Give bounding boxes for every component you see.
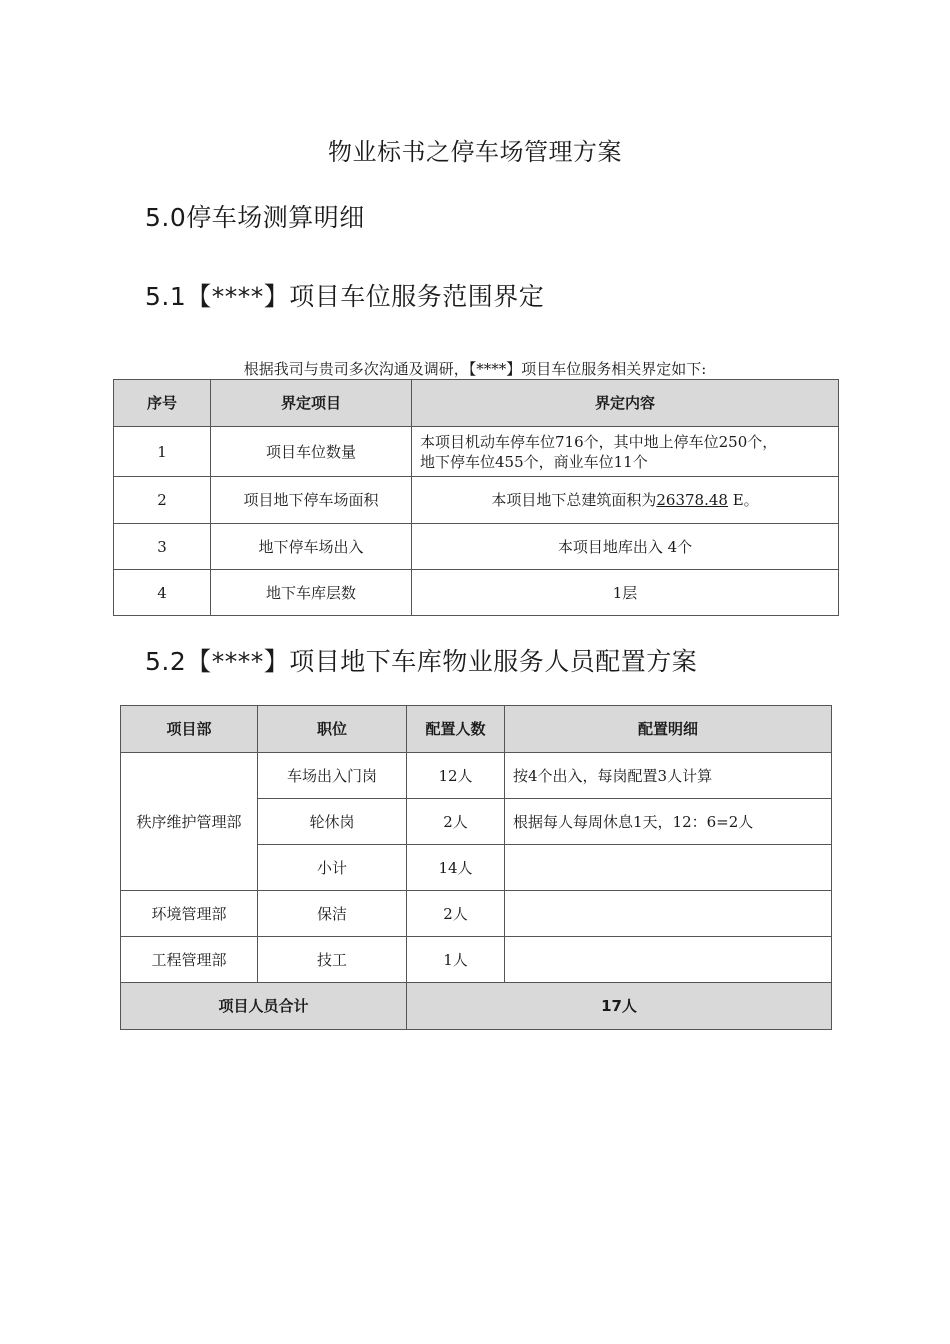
dept-cell: 工程管理部 xyxy=(121,937,258,983)
detail-cell: 根据每人每周休息1天，12：6=2人 xyxy=(505,799,832,845)
row-item: 项目车位数量 xyxy=(211,427,412,477)
total-label: 项目人员合计 xyxy=(121,983,407,1030)
count-cell: 1人 xyxy=(407,937,505,983)
header-detail: 配置明细 xyxy=(505,706,832,753)
total-value: 17人 xyxy=(407,983,832,1030)
row-no: 2 xyxy=(114,477,211,524)
table-row xyxy=(114,570,839,616)
dept-cell: 环境管理部 xyxy=(121,891,258,937)
position-cell: 保洁 xyxy=(258,891,407,937)
header-no: 序号 xyxy=(114,380,211,427)
header-item: 界定项目 xyxy=(211,380,412,427)
row-no: 1 xyxy=(114,427,211,477)
row-content xyxy=(412,427,839,477)
detail-cell xyxy=(505,891,832,937)
table-row xyxy=(114,524,839,570)
row-content-area: 26378.48 xyxy=(656,491,728,509)
row-item: 地下停车场出入 xyxy=(211,524,412,570)
row-content: 1层 xyxy=(412,570,839,616)
count-cell: 2人 xyxy=(407,799,505,845)
position-cell: 小计 xyxy=(258,845,407,891)
row-no: 4 xyxy=(114,570,211,616)
table-row xyxy=(121,937,832,983)
detail-cell xyxy=(505,845,832,891)
total-row xyxy=(121,983,832,1030)
row-content-post: E。 xyxy=(727,491,759,509)
row-content-pre: 本项目地下总建筑面积为 xyxy=(491,491,657,509)
table-row xyxy=(121,891,832,937)
section-heading-5-1: 5.1【****】项目车位服务范围界定 xyxy=(145,282,545,311)
detail-cell xyxy=(505,937,832,983)
row-content-line2: 地下停车位455个，商业车位11个 xyxy=(420,452,648,471)
table-row xyxy=(114,427,839,477)
table-row xyxy=(114,477,839,524)
detail-cell: 按4个出入，每岗配置3人计算 xyxy=(505,753,832,799)
table-row xyxy=(121,753,832,799)
header-dept: 项目部 xyxy=(121,706,258,753)
section-heading-5-2: 5.2【****】项目地下车库物业服务人员配置方案 xyxy=(145,647,698,676)
row-content: 本项目地库出入 4个 xyxy=(412,524,839,570)
position-cell: 轮休岗 xyxy=(258,799,407,845)
count-cell: 12人 xyxy=(407,753,505,799)
row-no: 3 xyxy=(114,524,211,570)
header-count: 配置人数 xyxy=(407,706,505,753)
header-content: 界定内容 xyxy=(412,380,839,427)
dept-cell: 秩序维护管理部 xyxy=(121,753,258,891)
header-position: 职位 xyxy=(258,706,407,753)
row-item: 项目地下停车场面积 xyxy=(211,477,412,524)
page-title: 物业标书之停车场管理方案 xyxy=(328,138,622,166)
count-cell: 14人 xyxy=(407,845,505,891)
row-item: 地下车库层数 xyxy=(211,570,412,616)
position-cell: 技工 xyxy=(258,937,407,983)
staffing-table xyxy=(120,705,832,1030)
row-content-line1: 本项目机动车停车位716个，其中地上停车位250个， xyxy=(420,432,778,451)
count-cell: 2人 xyxy=(407,891,505,937)
table-header-row xyxy=(121,706,832,753)
table-header-row xyxy=(114,380,839,427)
parking-scope-table xyxy=(113,379,839,616)
position-cell: 车场出入门岗 xyxy=(258,753,407,799)
row-content xyxy=(412,477,839,524)
section-heading-5-0: 5.0停车场测算明细 xyxy=(145,203,365,232)
intro-text: 根据我司与贵司多次沟通及调研，【****】项目车位服务相关界定如下: xyxy=(243,360,707,378)
